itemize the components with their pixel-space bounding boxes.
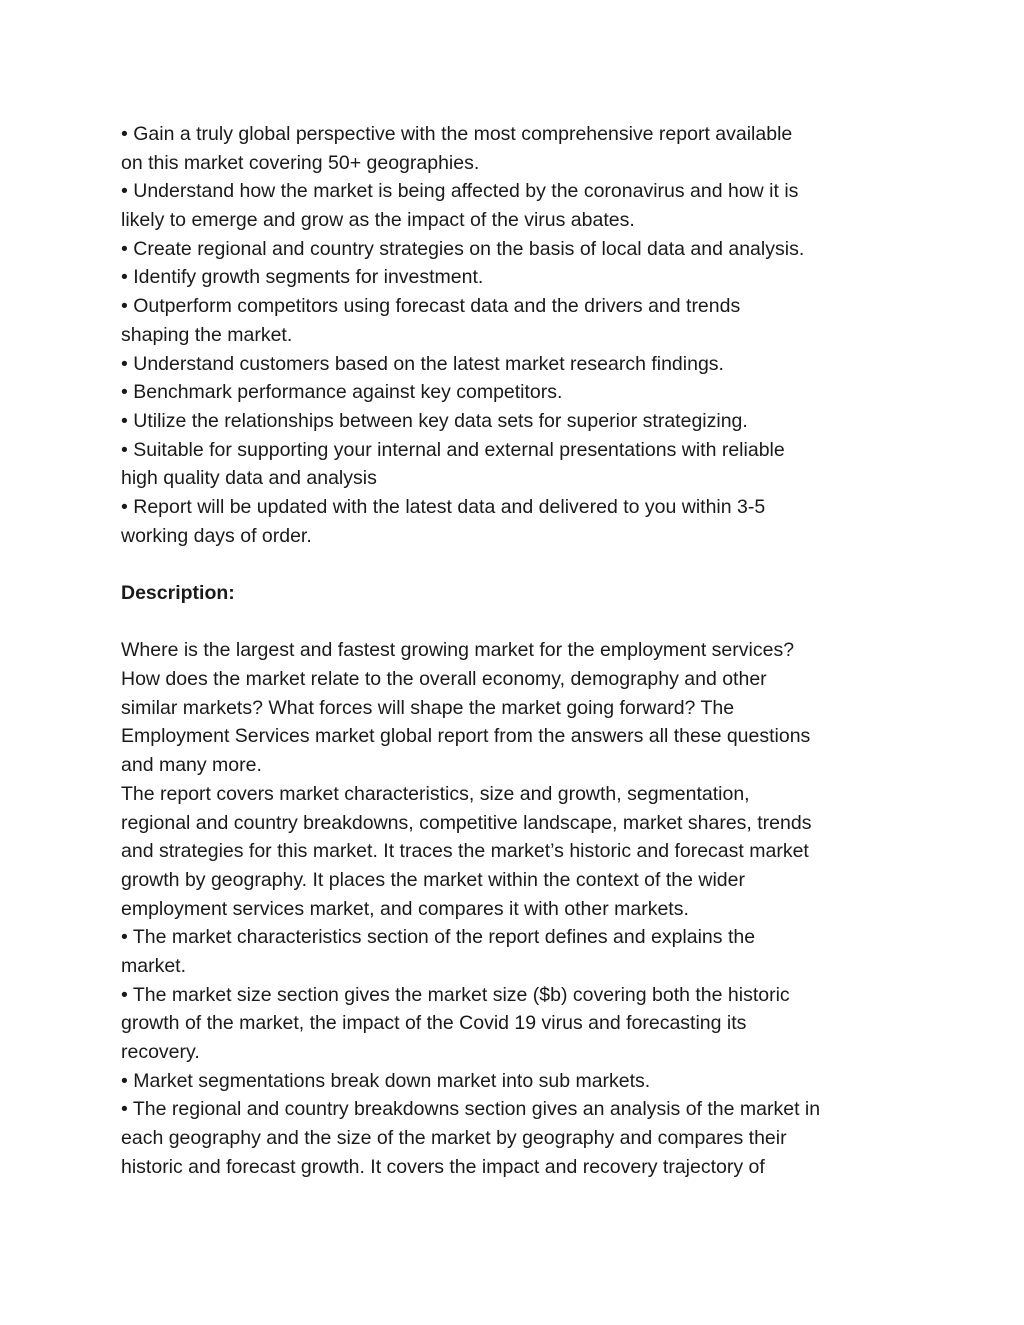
text-line: high quality data and analysis bbox=[121, 467, 377, 490]
text-line: • Market segmentations break down market into sub markets. bbox=[121, 1069, 651, 1092]
text-line: on this market covering 50+ geographies. bbox=[121, 151, 480, 174]
text-line: growth by geography. It places the market within the context of the wider bbox=[121, 868, 745, 891]
text-line: Employment Services market global report from the answers all these questions bbox=[121, 725, 811, 748]
list-item bbox=[121, 350, 896, 379]
list-item bbox=[121, 235, 896, 264]
text-line: recovery. bbox=[121, 1041, 200, 1063]
description-coverage-paragraph bbox=[121, 780, 896, 923]
benefits-list bbox=[121, 120, 896, 550]
list-item bbox=[121, 378, 896, 407]
text-line: • Create regional and country strategies on the basis of local data and analysis. bbox=[121, 237, 805, 260]
list-item bbox=[121, 177, 896, 234]
text-line: market. bbox=[121, 954, 187, 977]
text-line: regional and country breakdowns, competitive landscape, market shares, trends bbox=[121, 811, 812, 834]
text-line: employment services market, and compares it with other markets. bbox=[121, 897, 689, 920]
text-line: historic and forecast growth. It covers the impact and recovery trajectory of bbox=[121, 1155, 765, 1178]
list-item bbox=[121, 292, 896, 349]
text-line: and many more. bbox=[121, 754, 262, 777]
list-item bbox=[121, 493, 896, 550]
text-line: • Report will be updated with the latest data and delivered to you within 3-5 bbox=[121, 495, 766, 518]
text-line: likely to emerge and grow as the impact of the virus abates. bbox=[121, 209, 635, 232]
list-item bbox=[121, 1095, 896, 1181]
text-line: each geography and the size of the market by geography and compares their bbox=[121, 1127, 787, 1150]
text-line: The report covers market characteristics, size and growth, segmentation, bbox=[121, 782, 750, 805]
text-line: • Understand customers based on the latest market research findings. bbox=[121, 352, 724, 375]
text-line: • Understand how the market is being affected by the coronavirus and how it is bbox=[121, 180, 799, 203]
text-line: • Benchmark performance against key competitors. bbox=[121, 381, 563, 404]
text-line: • The market size section gives the market size ($b) covering both the historic bbox=[121, 983, 790, 1006]
spacer bbox=[121, 608, 896, 637]
description-heading: Description: bbox=[121, 582, 235, 604]
spacer bbox=[121, 550, 896, 579]
text-line: similar markets? What forces will shape the market going forward? The bbox=[121, 696, 735, 719]
text-line: • The regional and country breakdowns section gives an analysis of the market in bbox=[121, 1098, 821, 1121]
list-item bbox=[121, 981, 896, 1067]
text-line: • Gain a truly global perspective with the most comprehensive report available bbox=[121, 123, 793, 145]
list-item bbox=[121, 407, 896, 436]
text-line: working days of order. bbox=[121, 524, 312, 547]
text-line: • The market characteristics section of the report defines and explains the bbox=[121, 926, 756, 949]
list-item bbox=[121, 120, 896, 177]
text-line: Where is the largest and fastest growing market for the employment services? bbox=[121, 639, 795, 662]
list-item bbox=[121, 436, 896, 493]
list-item bbox=[121, 923, 896, 980]
description-bullets-list bbox=[121, 923, 896, 1181]
text-line: • Outperform competitors using forecast data and the drivers and trends bbox=[121, 295, 741, 318]
list-item bbox=[121, 1067, 896, 1096]
text-line: growth of the market, the impact of the Covid 19 virus and forecasting its bbox=[121, 1012, 747, 1035]
document-page bbox=[121, 120, 896, 1181]
text-line: • Suitable for supporting your internal and external presentations with reliable bbox=[121, 438, 785, 461]
description-intro-paragraph bbox=[121, 636, 896, 779]
text-line: • Identify growth segments for investment. bbox=[121, 266, 484, 289]
text-line: How does the market relate to the overall economy, demography and other bbox=[121, 668, 767, 691]
text-line: and strategies for this market. It traces the market’s historic and forecast market bbox=[121, 840, 809, 863]
text-line: • Utilize the relationships between key data sets for superior strategizing. bbox=[121, 409, 748, 432]
list-item bbox=[121, 263, 896, 292]
text-line: shaping the market. bbox=[121, 323, 293, 346]
